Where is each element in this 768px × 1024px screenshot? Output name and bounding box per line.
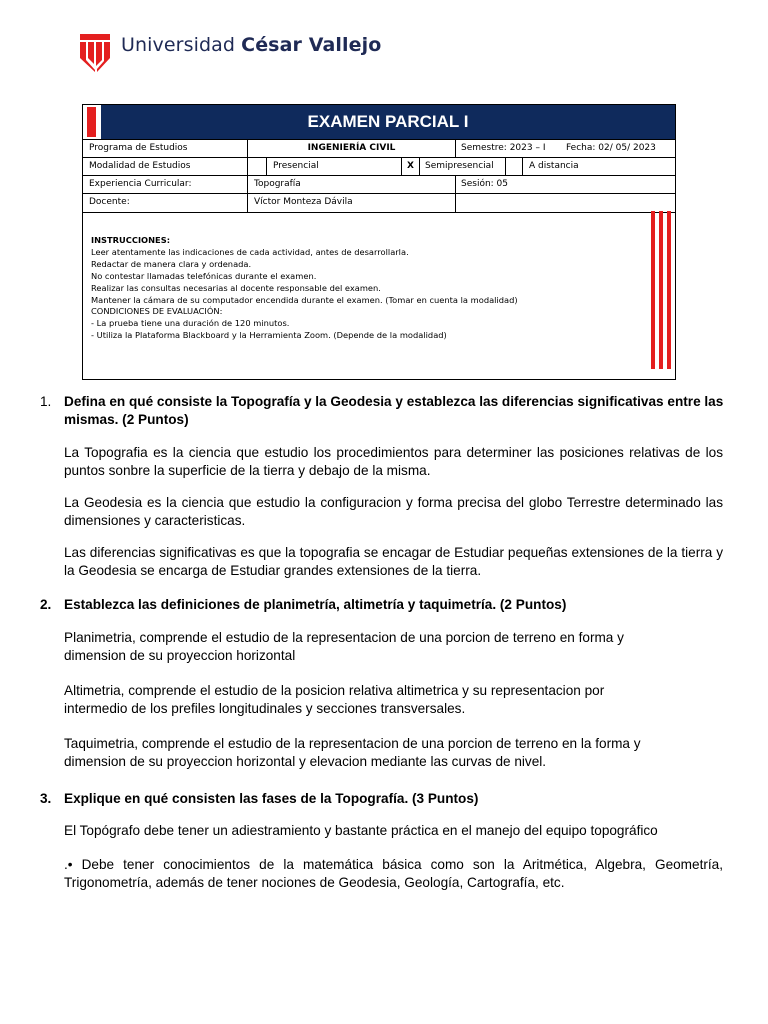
answer-1-3: Las diferencias significativas es que la topografia se encagar de Estudiar pequeñas extensiones de la tierra y la Geodesia se encarga de Estudiar grandes extensiones de la tierra. [64, 545, 723, 578]
university-logo [78, 30, 382, 72]
ucv-shield-icon [78, 30, 112, 72]
row-programa: Programa de Estudios INGENIERÍA CIVIL Semestre: 2023 – I Fecha: 02/ 05/ 2023 [83, 139, 675, 158]
answer-1-1: La Topografia es la ciencia que estudio los procedimientos para determiner las posiciones relativas de los puntos sonbre la superficie de la tierra y debajo de la misma. [64, 445, 723, 478]
answer-2-1: Planimetria, comprende el estudio de la representacion de una porcion de terreno en forma y dimension de su proyeccion horizontal [64, 630, 624, 663]
answer-2-3: Taquimetria, comprende el estudio de la representacion de una porcion de terreno en la forma y dimension de su proyeccion horizontal y elevacion mediante las curvas de nivel. [64, 736, 641, 769]
university-name: Universidad César Vallejo [121, 34, 382, 56]
answer-3-1: El Topógrafo debe tener un adiestramiento y bastante práctica en el manejo del equipo topográfico [64, 823, 658, 838]
presencial-mark: X [407, 161, 414, 171]
row-experiencia: Experiencia Curricular: Topografía Sesión: 05 [83, 175, 675, 194]
exam-title: EXAMEN PARCIAL I [101, 105, 675, 139]
answer-2-2: Altimetria, comprende el estudio de la posicion relativa altimetrica y su representacion por intermedio de los prefiles longitudinales y secciones transversales. [64, 683, 605, 716]
row-docente: Docente: Víctor Monteza Dávila [83, 193, 675, 213]
row-modalidad: Modalidad de Estudios Presencial X Semipresencial A distancia [83, 157, 675, 176]
instructions-block: INSTRUCCIONES: Leer atentamente las indicaciones de cada actividad, antes de desarrollarla. Redactar de manera clara y ordenada. No contestar llamadas telefónicas durante el examen. Realizar las consultas necesarias al docente responsable del examen. Mantener la cámara de su computador encendida durante el examen. (Tomar en cuenta la modalidad) CONDICIONES DE EVALUACIÓN: - La prueba tiene una duración de 120 minutos. - Utiliza la Plataforma Blackboard y la Herramienta Zoom. (Depende de la modalidad) [91, 235, 518, 341]
exam-header-table [82, 104, 676, 380]
red-accent-bar [87, 107, 96, 137]
answer-1-2: La Geodesia es la ciencia que estudio la configuracion y forma precisa del globo Terrestre determinado las dimensiones y caracteristicas. [64, 495, 723, 528]
decorative-red-stripes [651, 211, 671, 369]
answer-3-2: .• Debe tener conocimientos de la matemática básica como son la Aritmética, Algebra, Geometría, Trigonometría, además de tener nociones de Geodesia, Geología, Cartografía, etc. [64, 857, 723, 890]
